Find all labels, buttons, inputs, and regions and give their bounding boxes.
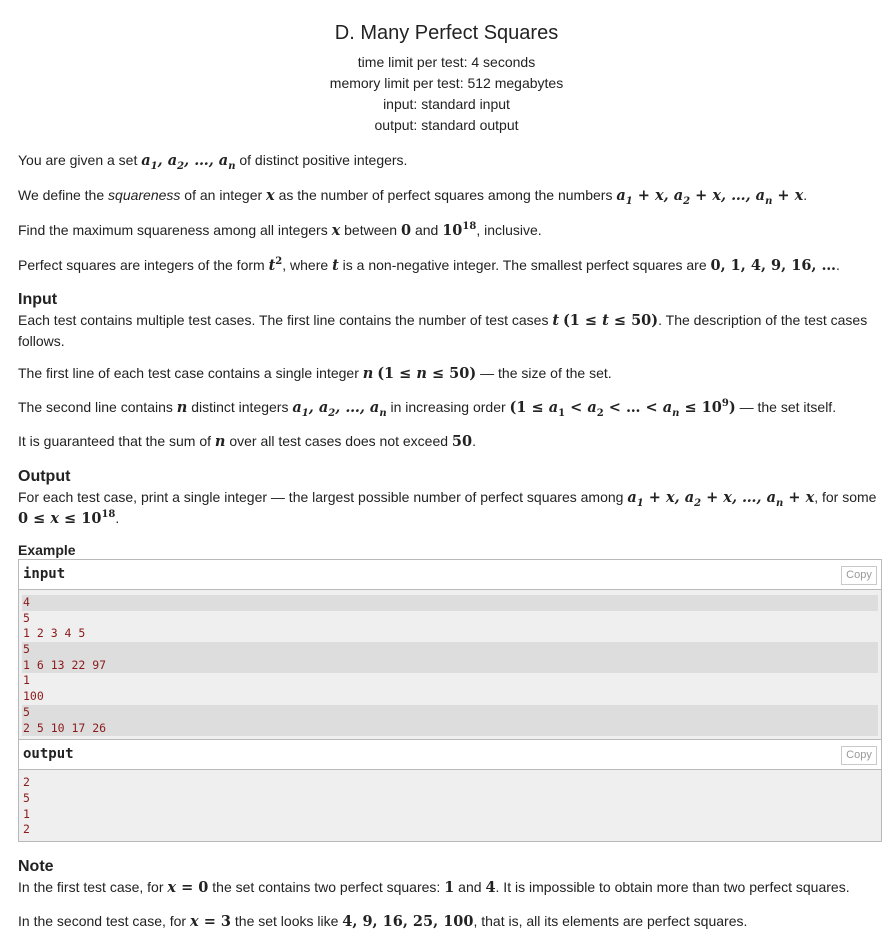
problem-header [0,0,893,136]
output-spec: output: standard output [374,117,519,133]
example-input-content [19,590,881,739]
math-expression: 1 [444,878,455,896]
example-output-box [18,740,882,842]
math-expression: x = 3 [190,912,231,930]
problem-title: D. Many Perfect Squares [334,22,559,44]
math-expression: $10^{18}$ [442,221,477,239]
input-line: 5 [22,642,878,658]
math-expression: 4, 9, 16, 25, 100 [342,912,474,930]
example-output-header [19,740,881,770]
example-title: Example [18,542,76,558]
output-line: 2 [23,822,30,837]
input-paragraph: Each test contains multiple test cases. The first line contains the number of test cases t (1 ≤ t ≤ 50). The description of the test cases follows. [18,312,868,349]
example-input-box [18,559,882,740]
note-paragraph: In the second test case, for x = 3 the set looks like 4, 9, 16, 25, 100, that is, all its elements are perfect squares. [18,912,748,930]
input-line: 100 [23,689,44,704]
output-section-title: Output [18,468,71,485]
note-paragraph: In the first test case, for x = 0 the set contains two perfect squares: 1 and 4. It is impossible to obtain more than two perfect squares. [18,878,850,896]
note-title: Note [18,857,54,875]
math-expression: 4 [485,878,496,896]
math-expression: ($1 \le a_1 < a_2$ < … < $a_n \le 10^9$) [509,398,736,419]
example-output-content [19,770,881,841]
math-expression: t [552,312,560,329]
math-expression: $0 \le x \le 10^{18}$ [18,509,116,527]
math-expression: n [176,399,188,416]
math-expression: $t^2$ [268,256,283,274]
statement-paragraph: We define the squareness of an integer x as the number of perfect squares among the numbers $a_1 + x$, $a_2 + x$, …, $a_n + x$. [18,187,808,207]
math-expression: x [331,222,341,239]
problem-statement [18,150,881,932]
math-expression: 50 [451,433,473,450]
math-expression: 0, 1, 4, 9, 16, … [710,257,837,274]
input-line: 5 [22,705,878,721]
input-line: 5 [23,610,30,625]
statement-paragraph: You are given a set $a_1$, $a_2$, …, $a_n$ of distinct positive integers. [18,152,408,172]
example-input-header [19,560,881,590]
input-line: 1 2 3 4 5 [23,626,86,641]
output-line: 5 [23,790,30,805]
memory-limit: memory limit per test: 512 megabytes [329,75,564,91]
math-expression: $a_1$, $a_2$, …, $a_n$ [292,399,387,419]
input-line: 1 6 13 22 97 [22,658,878,674]
time-limit: time limit per test: 4 seconds [357,54,536,70]
output-label: output [23,746,74,763]
input-line: 2 5 10 17 26 [22,721,878,737]
input-paragraph: The first line of each test case contains a single integer n (1 ≤ n ≤ 50) — the size of the set. [18,365,612,382]
math-expression: $a_1 + x$, $a_2 + x$, …, $a_n + x$ [627,489,815,509]
math-expression: $a_1 + x$, $a_2 + x$, …, $a_n + x$ [616,187,804,207]
math-expression: $a_1$, $a_2$, …, $a_n$ [141,152,236,172]
input-section-title: Input [18,291,58,308]
copy-input-button[interactable]: Copy [841,566,877,585]
output-line: 1 [23,806,30,821]
math-expression: 0 [400,222,412,239]
math-expression: n [214,433,226,450]
math-expression: x = 0 [167,878,209,896]
input-paragraph: It is guaranteed that the sum of n over all test cases does not exceed 50. [18,433,476,450]
statement-paragraph: Find the maximum squareness among all integers x between 0 and $10^{18}$, inclusive. [18,221,542,239]
math-expression: x [266,187,275,204]
copy-output-button[interactable]: Copy [841,746,877,765]
input-spec: input: standard input [383,96,510,112]
input-line: 4 [22,595,878,611]
output-paragraph: For each test case, print a single integer — the largest possible number of perfect squares among $a_1 + x$, $a_2 + x$, …, $a_n + x$, for some $0 \le x \le 10^{18}$. [18,489,877,527]
statement-paragraph: Perfect squares are integers of the form $t^2$, where t is a non-negative integer. The smallest perfect squares are 0, 1, 4, 9, 16, …. [18,256,840,274]
math-expression: (1 ≤ n ≤ 50) [377,365,477,382]
input-paragraph: The second line contains n distinct integers $a_1$, $a_2$, …, $a_n$ in increasing order ($1 \le a_1 < a_2$ < … < $a_n \le 10^9$) — the set itself. [18,398,837,419]
math-expression: n [362,365,374,382]
math-expression: (1 ≤ t ≤ 50) [562,312,659,329]
input-line: 1 [23,673,30,688]
input-label: input [23,566,66,582]
output-line: 2 [23,775,30,790]
math-expression: t [332,257,339,274]
